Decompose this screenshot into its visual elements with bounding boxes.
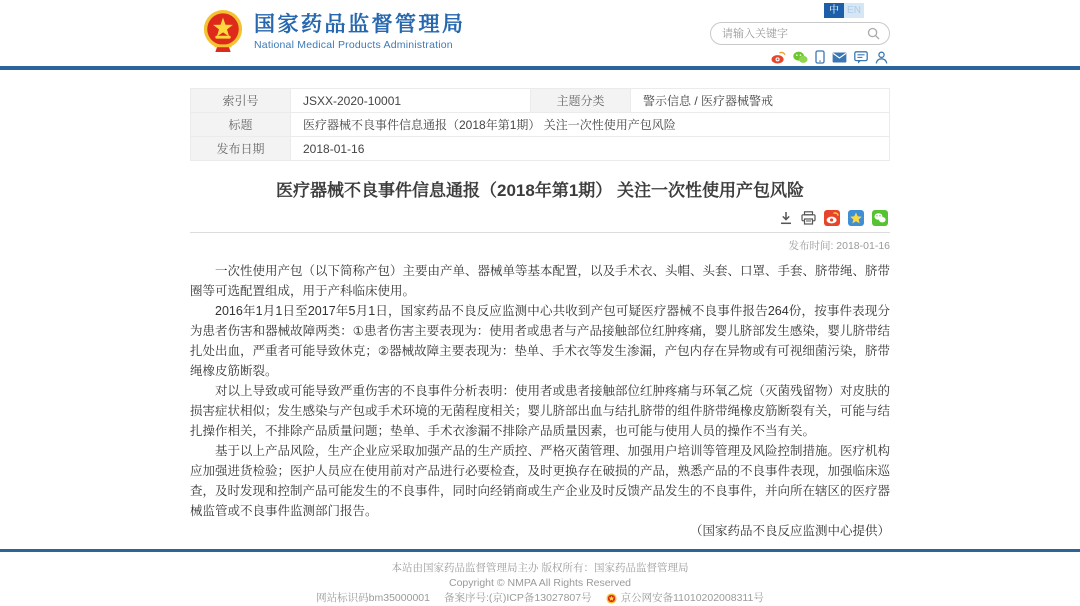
site-header [0, 0, 1080, 66]
police-badge-icon [606, 593, 617, 604]
search-box[interactable] [710, 22, 890, 45]
search-icon[interactable] [867, 27, 880, 40]
article-paragraph: 2016年1月1日至2017年5月1日，国家药品不良反应监测中心共收到产包可疑医疗器械不良事件报告264份，按事件表现分为患者伤害和器械故障两类：①患者伤害主要表现为：使用者或患者与产品接触部位红肿疼痛，婴儿脐部发生感染，婴儿脐带结扎处出血，严重者可能导致休克；②器械故障主要表现为：垫单、手术衣等发生渗漏，产包内存在异物或有可视细菌污染，脐带绳橡皮筋断裂。 [190, 304, 890, 378]
site-logo[interactable] [202, 8, 466, 54]
wechat-icon[interactable] [793, 51, 808, 64]
article-toolbar [190, 207, 890, 233]
content-area [190, 88, 890, 541]
footer-police-number[interactable]: 京公网安备11010202008311号 [620, 592, 764, 604]
article-body [190, 261, 890, 541]
date-label: 发布日期 [191, 137, 291, 161]
category-value: 警示信息 / 医疗器械警戒 [631, 89, 890, 113]
title-label: 标题 [191, 113, 291, 137]
index-label: 索引号 [191, 89, 291, 113]
index-value: JSXX-2020-10001 [291, 89, 531, 113]
footer-icp-number[interactable]: 备案序号:(京)ICP备13027807号 [443, 592, 592, 604]
header-divider-line [0, 66, 1080, 70]
message-icon[interactable] [854, 51, 868, 64]
share-qzone-icon[interactable] [848, 210, 864, 226]
language-toggle [824, 3, 864, 18]
table-row [191, 113, 890, 137]
site-title-en: National Medical Products Administration [254, 38, 453, 51]
table-row [191, 89, 890, 113]
date-value: 2018-01-16 [291, 137, 890, 161]
national-emblem-logo [202, 8, 244, 54]
mail-icon[interactable] [832, 52, 847, 63]
table-row [191, 137, 890, 161]
share-weibo-icon[interactable] [824, 210, 840, 226]
download-icon[interactable] [779, 211, 793, 225]
category-label: 主题分类 [531, 89, 631, 113]
lang-zh-button[interactable]: 中 [824, 3, 844, 18]
footer-copyright-zh: 本站由国家药品监督管理局主办 版权所有：国家药品监督管理局 [391, 562, 689, 574]
publish-time: 发布时间: 2018-01-16 [788, 240, 890, 252]
page-title: 医疗器械不良事件信息通报（2018年第1期） 关注一次性使用产包风险 [276, 181, 804, 200]
article-source: （国家药品不良反应监测中心提供） [689, 524, 890, 538]
title-value: 医疗器械不良事件信息通报（2018年第1期） 关注一次性使用产包风险 [291, 113, 890, 137]
site-title-zh: 国家药品监督管理局 [254, 12, 466, 36]
footer-site-code: 网站标识码bm35000001 [316, 592, 430, 604]
mobile-icon[interactable] [815, 50, 825, 64]
share-wechat-icon[interactable] [872, 210, 888, 226]
article-paragraph: 基于以上产品风险，生产企业应采取加强产品的生产质控、严格灭菌管理、加强用户培训等管理及风险控制措施。医疗机构应加强进货检验；医护人员应在使用前对产品进行必要检查，及时更换存在破损的产品，熟悉产品的不良事件表现，加强临床巡查，及时发现和控制产品可能发生的不良事件，同时向经销商或生产企业及时反馈产品发生的不良事件，并向所在辖区的医疗器械监管或不良事件监测部门报告。 [190, 444, 891, 518]
print-icon[interactable] [801, 211, 816, 225]
header-social-icons [771, 50, 888, 64]
weibo-icon[interactable] [771, 51, 786, 64]
user-icon[interactable] [875, 51, 888, 64]
article-paragraph: 一次性使用产包（以下简称产包）主要由产单、器械单等基本配置，以及手术衣、头帽、头套、口罩、手套、脐带绳、脐带圈等可选配置组成，用于产科临床使用。 [190, 264, 891, 298]
site-footer [0, 552, 1080, 606]
document-meta-table [190, 88, 890, 161]
article-paragraph: 对以上导致或可能导致严重伤害的不良事件分析表明：使用者或患者接触部位红肿疼痛与环氧乙烷（灭菌残留物）对皮肤的损害症状相似；发生感染与产包或手术环境的无菌程度相关；婴儿脐部出血与结扎脐带的组件脐带绳橡皮筋断裂有关，可能与结扎操作相关，不排除产品质量问题；垫单、手术衣渗漏不排除产品质量因素，也可能与使用人员的操作不当有关。 [190, 384, 891, 438]
footer-copyright-en: Copyright © NMPA All Rights Reserved [448, 577, 632, 589]
search-input[interactable] [720, 27, 867, 41]
lang-en-button[interactable]: EN [844, 3, 864, 18]
